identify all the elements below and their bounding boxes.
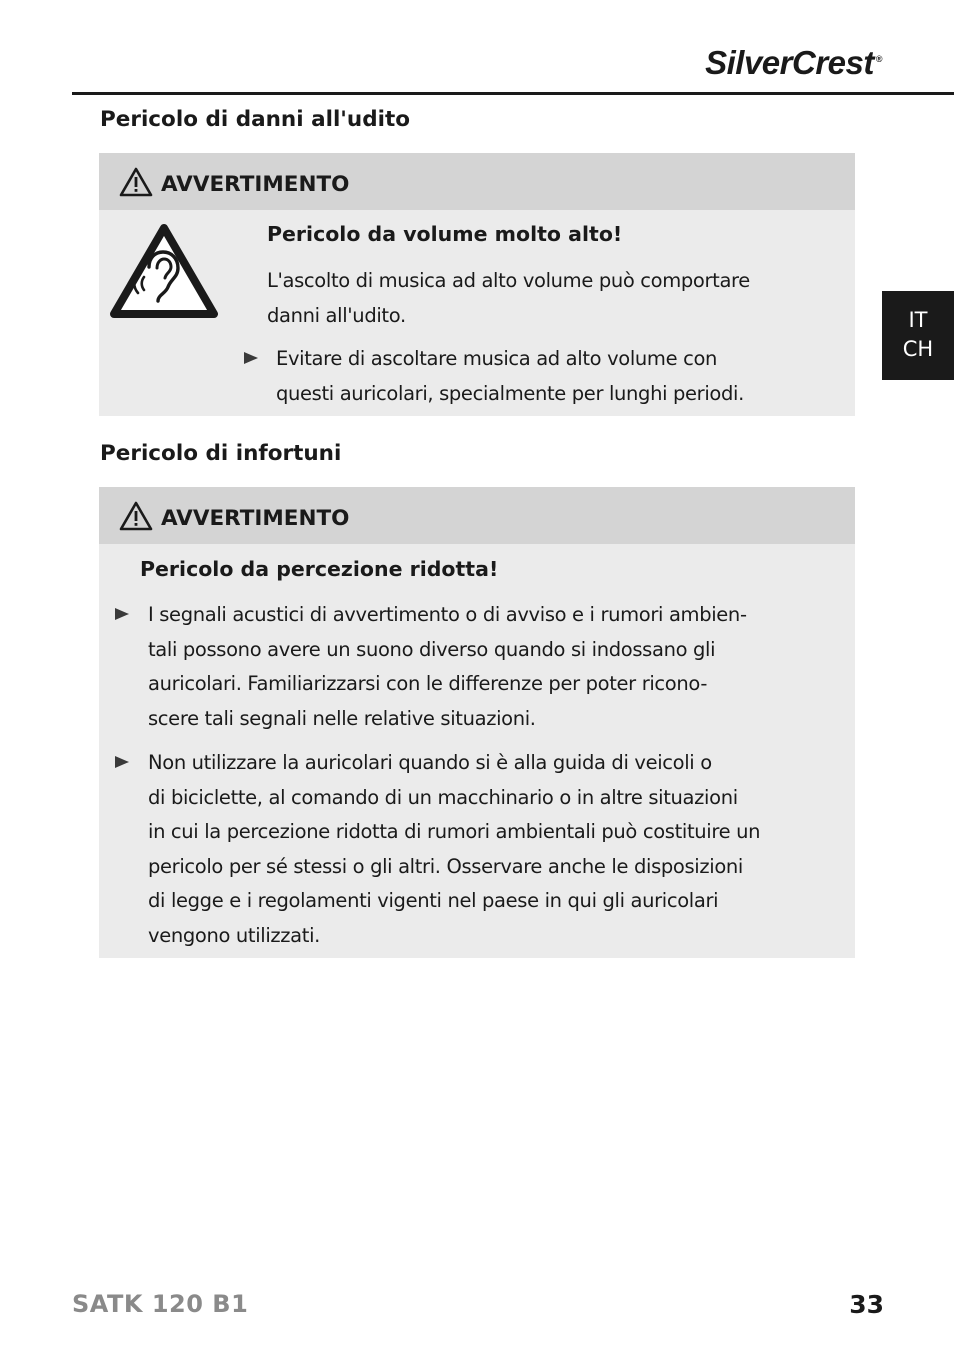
warning-header [99, 153, 855, 210]
warning-title: Pericolo da percezione ridotta! [140, 557, 499, 581]
warning-text: L'ascolto di musica ad alto volume può comportare danni all'udito. [267, 269, 750, 327]
warning-label: AVVERTIMENTO [161, 171, 350, 197]
warning-triangle-icon [119, 501, 153, 531]
warning-label: AVVERTIMENTO [161, 505, 350, 531]
bullet-arrow-icon [115, 756, 129, 768]
list-item: Evitare di ascoltare musica ad alto volume con questi auricolari, specialmente per lunghi periodi. [276, 347, 744, 405]
warning-triangle-icon [119, 167, 153, 197]
warning-box-hearing [99, 153, 855, 416]
brand-logo: SilverCrest ® [705, 44, 882, 81]
warning-box-injury [99, 487, 855, 958]
header-rule [72, 92, 954, 95]
list-item: I segnali acustici di avvertimento o di avviso e i rumori ambien- tali possono avere un suono diverso quando si indossano gli auricolari. Familiarizzarsi con le differenze per poter ricono- scere tali segnali nelle relative situazioni. [148, 603, 747, 730]
language-code-it: IT [908, 308, 928, 332]
hearing-damage-icon [110, 223, 218, 323]
language-tab [882, 291, 954, 380]
section-heading-hearing: Pericolo di danni all'udito [100, 107, 411, 132]
bullet-arrow-icon [115, 608, 129, 620]
warning-header [99, 487, 855, 544]
language-code-ch: CH [902, 337, 934, 361]
bullet-arrow-icon [244, 352, 258, 364]
warning-title: Pericolo da volume molto alto! [267, 222, 623, 246]
list-item: Non utilizzare la auricolari quando si è alla guida di veicoli o di biciclette, al comando di un macchinario o in altre situazioni in cui la percezione ridotta di rumori ambientali può costituire un pericolo per sé stessi o gli altri. Osservare anche le disposizioni di legge e i regolamenti vigenti nel paese in qui gli auricolari vengono utilizzati. [148, 751, 761, 947]
page-number: 33 [849, 1290, 884, 1319]
section-heading-injury: Pericolo di infortuni [100, 441, 342, 466]
model-number: SATK 120 B1 [72, 1290, 249, 1318]
